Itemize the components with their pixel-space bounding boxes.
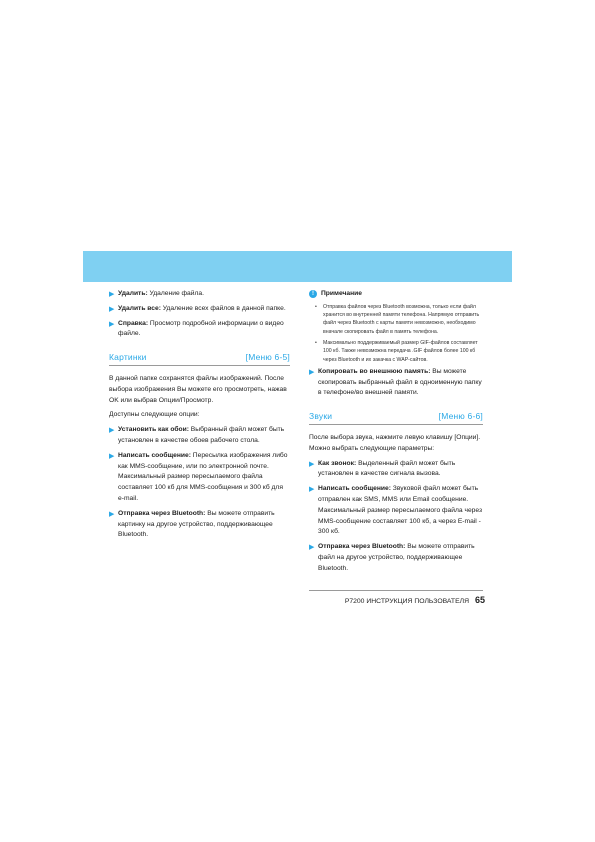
footer-divider [309, 590, 483, 591]
bullet-text: Вы можете отправить картинку на другое устройство, поддерживающее Bluetooth. [118, 509, 275, 539]
arrow-right-icon: ▶ [109, 510, 115, 518]
section-intro: После выбора звука, нажмите левую клавишу [Опции]. Можно выбрать следующие параметры: [309, 434, 481, 452]
arrow-right-icon: ▶ [309, 368, 315, 376]
bullet-text: Выбранный файл может быть установлен в качестве обоев рабочего стола. [118, 426, 285, 444]
bullet-label: Справка: [118, 319, 149, 327]
bullet-as-ringtone [309, 459, 483, 481]
section-divider [309, 424, 483, 425]
section-heading-pictures [109, 352, 290, 363]
section-heading-sounds [309, 411, 483, 422]
section-title: Звуки [309, 411, 333, 422]
section-menu-number: [Меню 6-6] [438, 411, 483, 422]
bullet-help [109, 319, 290, 341]
section-divider [109, 365, 290, 366]
note-heading [309, 289, 483, 300]
bullet-text: Выделенный файл может быть установлен в качестве сигнала вызова. [318, 459, 456, 478]
arrow-right-icon: ▶ [109, 291, 115, 298]
bullet-write-message [309, 484, 483, 538]
note-item [309, 303, 483, 336]
note-text: Максимально поддерживаемый размер GIF-файлов составляет 100 кб. Также невозможна передача .GIF файлов более 100 кб через Bluetooth и их закачка с WAP-сайтов. [323, 339, 478, 363]
bullet-label: Удалить: [118, 290, 148, 297]
note-text: Отправка файлов через Bluetooth возможна, только если файл хранится во внутренней памяти телефона. Напрямую отправить файл через Bluetooth с карты памяти невозможно, необходимо вначале скопировать файл в память телефона. [323, 303, 480, 335]
bullet-text: Удаление всех файлов в данной папке. [160, 304, 286, 312]
page-footer [345, 595, 485, 605]
bullet-copy-external [309, 367, 483, 399]
header-band [83, 251, 512, 282]
bullet-write-message [109, 451, 290, 505]
section-title: Картинки [109, 352, 147, 363]
left-column [109, 289, 290, 545]
bullet-delete [109, 289, 290, 300]
bullet-text: Пересылка изображения либо как MMS-сообщение, или по электронной почте. Максимальный размер пересылаемого файла составляет 100 кб для MMS-сообщения и 300 кб для e-mail. [118, 451, 288, 502]
bullet-send-bluetooth [109, 509, 290, 541]
note-item [309, 339, 483, 364]
bullet-dot-icon: • [315, 303, 317, 310]
bullet-text: Вы можете скопировать выбранный файл в одноименную папку в телефоне/во внешней памяти. [318, 367, 482, 397]
right-column [309, 289, 483, 579]
arrow-right-icon: ▶ [109, 452, 115, 460]
page-number: 65 [474, 595, 485, 605]
footer-text: P7200 ИНСТРУКЦИЯ ПОЛЬЗОВАТЕЛЯ [344, 598, 469, 605]
arrow-right-icon: ▶ [309, 460, 315, 468]
arrow-right-icon: ▶ [109, 320, 115, 328]
note-title: Примечание [321, 290, 362, 297]
arrow-right-icon: ▶ [309, 486, 315, 494]
bullet-delete-all [109, 304, 290, 315]
bullet-text: Звуковой файл может быть отправлен как SMS, MMS или Email сообщение. Максимальный размер пересылаемого файла через MMS-сообщение составляет 100 кб, а через E-mail - 300 кб. [318, 485, 483, 536]
bullet-send-bluetooth [309, 542, 483, 574]
bullet-dot-icon: • [315, 339, 317, 346]
arrow-right-icon: ▶ [109, 305, 115, 313]
bullet-label: Удалить все: [118, 304, 161, 312]
options-line: Доступны следующие опции: [109, 411, 200, 419]
info-icon: ! [309, 290, 317, 298]
bullet-text: Просмотр подробной информации о видео файле. [118, 319, 284, 338]
section-intro: В данной папке сохранятся файлы изображений. После выбора изображения Вы можете его просмотреть, нажав OK или выбрав Опции/Просмотр. [109, 374, 287, 404]
bullet-label: Копировать во внешнюю память: [318, 367, 431, 375]
bullet-label: Отправка через Bluetooth: [118, 509, 206, 517]
arrow-right-icon: ▶ [109, 427, 115, 435]
bullet-label: Написать сообщение: [118, 451, 191, 459]
bullet-text: Вы можете отправить файл на другое устройство, поддерживающее Bluetooth. [318, 543, 475, 572]
bullet-label: Написать сообщение: [318, 485, 391, 493]
bullet-label: Установить как обои: [118, 426, 189, 434]
bullet-set-wallpaper [109, 425, 290, 447]
arrow-right-icon: ▶ [309, 544, 315, 552]
bullet-label: Отправка через Bluetooth: [318, 543, 406, 551]
bullet-label: Как звонок: [318, 459, 357, 467]
section-menu-number: [Меню 6-5] [245, 352, 290, 363]
bullet-text: Удаление файла. [147, 290, 204, 297]
